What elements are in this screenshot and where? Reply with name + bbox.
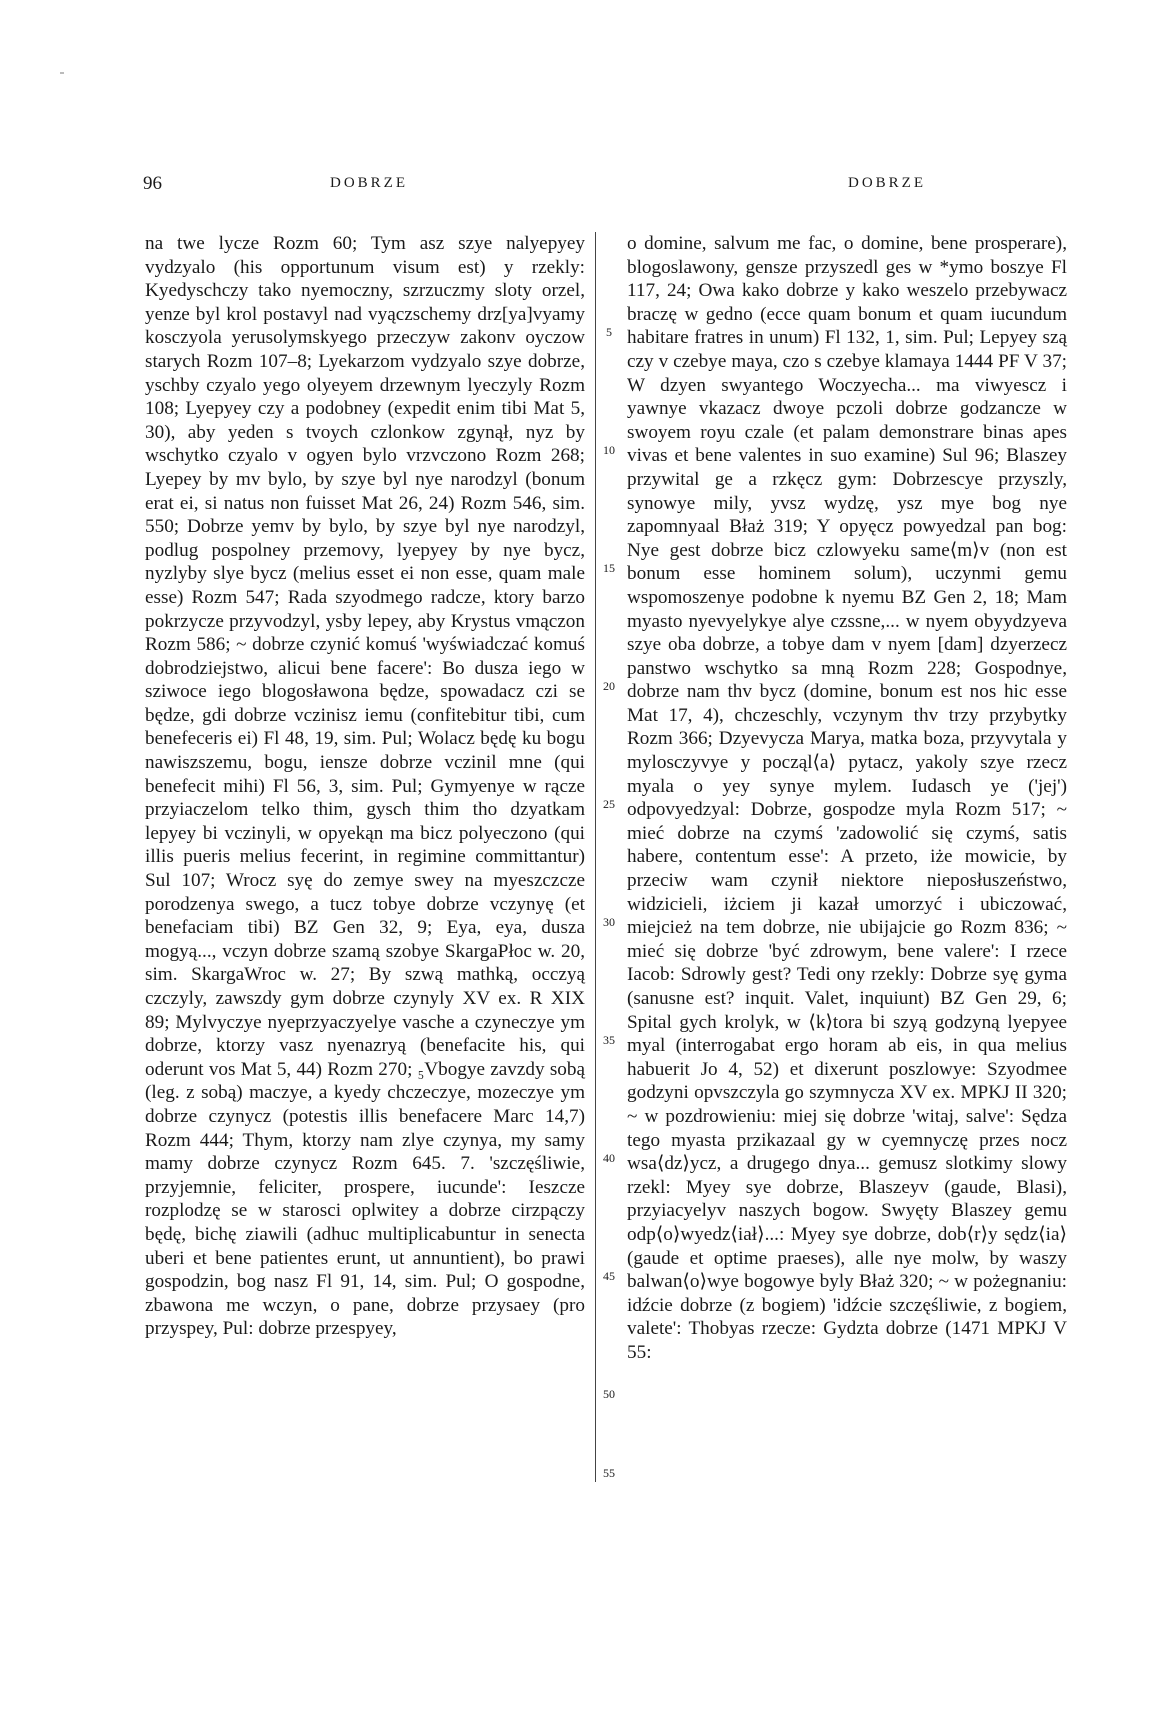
- running-head-left: DOBRZE: [330, 175, 408, 191]
- line-number: 15: [603, 561, 615, 575]
- line-number: 40: [603, 1151, 615, 1165]
- line-number: 20: [603, 679, 615, 693]
- left-column: [145, 232, 585, 1341]
- page-number: 96: [143, 173, 162, 194]
- line-number: 30: [603, 915, 615, 929]
- scan-speck: [60, 72, 64, 74]
- right-column: [627, 232, 1067, 1365]
- left-column-text: na twe lycze Rozm 60; Tym asz szye nalyepyey vydzyalo (his opportunum visum est) y rzekly: Kyedyschczy tako nyemoczny, szrzuczmy sloty orzel, yenze byl krol postavyl nad vyączschemy drz[ya]vyamy kosczyola yerusolymskyego przeczyw zakonv oyczow starych Rozm 107–8; Lyekarzom vydzyalo szye dobrze, yschby czyalo yego olyeyem drzewnym lyeczyly Rozm 108; Lyepyey czy a podobney (expedit enim tibi Mat 5, 30), aby yeden s tvoych czlonkow zgynął, nyz by wschytko czyalo v ogyen bylo vrzvczono Rozm 268; Lyepey by mv bylo, by szye byl nye narodzyl (bonum erat ei, si natus non fuisset Mat 26, 24) Rozm 546, sim. 550; Dobrze yemv by bylo, by szye byl nye narodzyl, podlug pospolney przemovy, lyepyey by nye bycz, nyzlyby slye bycz (melius esset ei non esse, quam male esse) Rozm 547; Rada szyodmego radcze, ktory barzo pokrzycze przyvodzyl, ysby lepey, aby Krystus vmączon Rozm 586; ~ dobrze czynić komuś 'wyświadczać komuś dobrodziejstwo, alicui bene facere': Bo dusza iego w sziwoce iego blogosławona będze, spowadacz czi se będze, gdi dobrze vczinisz iemu (confitebitur tibi, cum benefeceris ei) Fl 48, 19, sim. Pul; Wolacz będę ku bogu nawiszszemu, bogu, iensze dobrze vczinil mne (qui benefecit mihi) Fl 56, 3, sim. Pul; Gymyenye w rącze przyiaczelom telko thim, gysch thim tho dzyatkam lepyey bi vczinyli, w opyekąn ma bicz polyeczono (qui illis pueris melius fecerint, in regimine committantur) Sul 107; Wrocz syę do zemye swey na myeszczcze porodzenya swego, a tucz tobye dobrze vczynyę (et benefaciam tibi) BZ Gen 32, 9; Eya, eya, dusza mogyą..., vczyn dobrze szamą szobye SkargaPłoc w. 20, sim. SkargaWroc w. 27; By szwą mathką, occzyą czczyly, zawszdy gym dobrze czynyly XV ex. R XIX 89; Mylvyczye nyeprzyaczyelye vasche a czyneczye ym dobrze, ktorzy vasz nyenazryą (benefacite his, qui oderunt vos Mat 5, 44) Rozm 270; ₅Vbogye zavzdy sobą (leg. z sobą) maczye, a kyedy chczeczye, mozeczye ym dobrze czynycz (potestis illis benefacere Marc 14,7) Rozm 444; Thym, ktorzy nam zlye czynya, my samy mamy dobrze czynycz Rozm 645. 7. 'szczęśliwie, przyjemnie, feliciter, prospere, iucunde': Ieszcze rozplodzę se w starosci oplwitey a dobrze cirzpączy będę, bichę ziawili (adhuc multiplicabuntur in senecta uberi et bene patientes erunt, ut annuntient), bo prawi gospodzin, bog nasz Fl 91, 14, sim. Pul; O gospodne, zbawona me wczyn, o pane, dobrze przysaey (pro przyspey, Pul: dobrze przespyey,: [145, 233, 585, 1340]
- line-number: 5: [606, 325, 612, 339]
- running-head-right: DOBRZE: [848, 175, 926, 191]
- line-number: 55: [603, 1466, 615, 1480]
- line-number: 35: [603, 1033, 615, 1047]
- line-number: 25: [603, 797, 615, 811]
- line-numbers: [595, 232, 623, 1482]
- right-column-text: o domine, salvum me fac, o domine, bene prosperare), blogoslawony, gensze przyszedl ges w *ymo boszye Fl 117, 24; Owa kako dobrze y kako weszelo przebywacz braczę w gedno (ecce quam bonum et quam iucundum habitare fratres in unum) Fl 132, 1, sim. Pul; Lepyey szą czy v czebye maya, czo s czebye klamaya 1444 PF V 37; W dzyen swyantego Woczyecha... ma viwyescz i yawnye vkazacz dwoye pczoli dobrze godzancze w swoyem royu czale (et palam demonstrare binas apes vivas et bene valentes in suo examine) Sul 96; Blaszey przywital ge a rzkęcz gym: Dobrzescye przyszly, synowye mily, yvsz wydzę, ysz mye bog nye zapomnyaal Błaż 319; Y opyęcz powyedzal pan bog: Nye gest dobrze bicz czlowyeku same⟨m⟩v (non est bonum esse hominem solum), uczynmi gemu wspomoszenye podobne k nyemu BZ Gen 2, 18; Mam myasto nyevyelykye alye czssne,... w nyem obyydzyeva szye oba dobrze, a tobye dam v nyem [dam] dzyerzecz panstwo wschytko sa mną Rozm 228; Gospodnye, dobrze nam thv bycz (domine, bonum est nos hic esse Mat 17, 4), chczeschly, vczynym thv trzy przybytky Rozm 366; Dzyevycza Marya, matka boza, przyvytala y mylosczyvye y począl⟨a⟩ pytacz, yakoly szye rzecz myala o yey synye mylem. Iudasch ye ('jej') odpovyedzyal: Dobrze, gospodze myla Rozm 517; ~ mieć dobrze na czymś 'zadowolić się czymś, satis habere, contentum esse': A przeto, iże mowicie, by przeciw wam czynił niektore nieposłuszeństwo, widzicieli, iżciem ji kazał umorzyć i ubiczować, miejcież na tem dobrze, nie ubijajcie go Rozm 836; ~ mieć się dobrze 'być zdrowym, bene valere': I rzece Iacob: Sdrowly gest? Tedi ony rzekly: Dobrze syę gyma (sanusne est? inquit. Valet, inquiunt) BZ Gen 29, 6; Spital gych krolyk, w ⟨k⟩tora bi szyą godzyną lyepyee myal (interrogabat ergo horam ab eis, in qua melius habuerit Jo 4, 52) et dixerunt poszlowye: Szyodmee godzyni opvszczyla go szymnycza XV ex. MPKJ II 320; ~ w pozdrowieniu: miej się dobrze 'witaj, salve': Sędza tego myasta przikazaal gy w cyemnyczę przes nocz wsa⟨dz⟩ycz, a drugego dnya... gemusz slotkimy slowy rzekl: Myey sye dobrze, Blaszeyv (gaude, Blasi), przyiacyelyv naszych bogow. Swyęty Blaszey gemu odp⟨o⟩wyedz⟨iał⟩...: Myey sye dobrze, dob⟨r⟩y sędz⟨ia⟩ (gaude et optime praeses), alle nye molw, by waszy balwan⟨o⟩wye bogowye byly Błaż 320; ~ w pożegnaniu: idźcie dobrze (z bogiem) 'idźcie szczęśliwie, z bogiem, valete': Thobyas rzecze: Gydzta dobrze (1471 MPKJ V 55:: [627, 233, 1067, 1363]
- page-header: [0, 173, 1165, 203]
- line-number: 10: [603, 443, 615, 457]
- line-number: 45: [603, 1269, 615, 1283]
- line-number: 50: [603, 1387, 615, 1401]
